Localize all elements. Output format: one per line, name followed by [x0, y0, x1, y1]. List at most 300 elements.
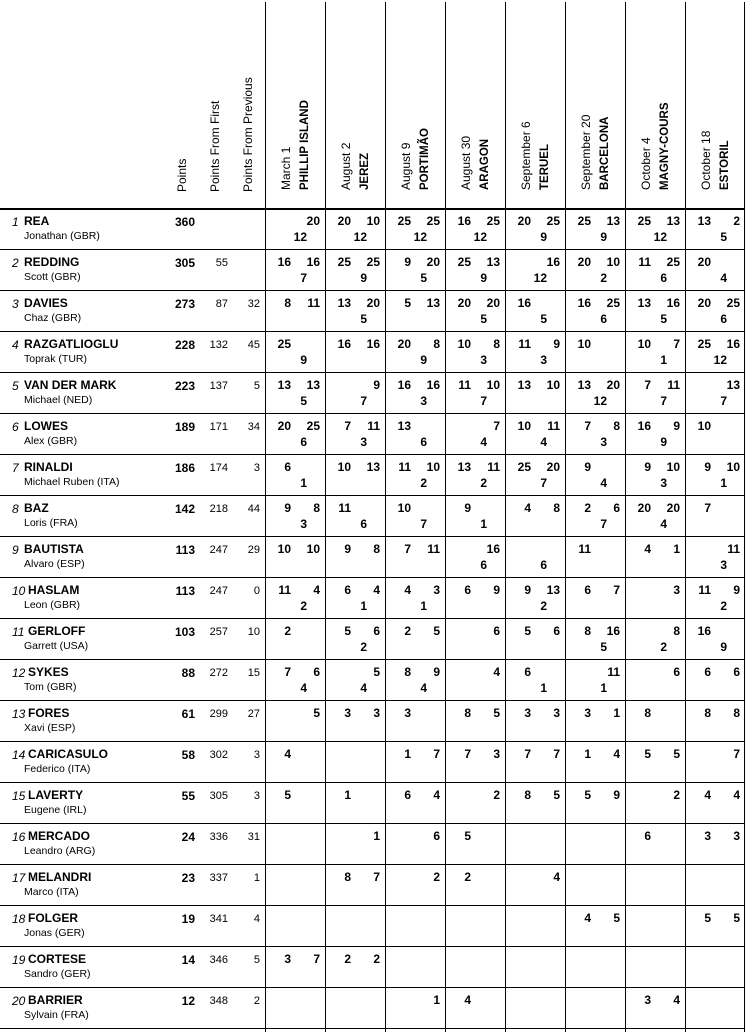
race1-points: 9: [284, 501, 291, 515]
superpole-points: 9: [360, 271, 367, 285]
superpole-points: 7: [720, 394, 727, 408]
rider-points-from-first: 299: [209, 708, 228, 720]
rider-position: 4: [12, 338, 19, 352]
race2-points: 6: [613, 501, 620, 515]
superpole-points: 1: [480, 517, 487, 531]
rider-surname: MERCADO: [28, 829, 90, 843]
row-divider: [0, 577, 745, 578]
race1-points: 2: [404, 624, 411, 638]
rider-points-from-first: 336: [209, 831, 228, 843]
superpole-points: 4: [660, 517, 667, 531]
row-divider: [0, 823, 745, 824]
superpole-points: 9: [480, 271, 487, 285]
race1-points: 5: [524, 624, 531, 638]
superpole-points: 12: [413, 230, 427, 244]
race2-points: 5: [613, 911, 620, 925]
race2-points: 1: [373, 829, 380, 843]
race1-points: 6: [344, 583, 351, 597]
race1-points: 13: [637, 296, 651, 310]
race1-points: 6: [704, 665, 711, 679]
rider-position: 19: [12, 953, 26, 967]
race1-points: 6: [584, 583, 591, 597]
race1-points: 13: [577, 378, 591, 392]
rider-surname: DAVIES: [24, 296, 68, 310]
race2-points: 16: [486, 542, 500, 556]
race1-points: 16: [637, 419, 651, 433]
superpole-points: 1: [660, 353, 667, 367]
race1-points: 8: [704, 706, 711, 720]
superpole-points: 12: [353, 230, 367, 244]
race2-points: 6: [373, 624, 380, 638]
superpole-points: 5: [540, 312, 547, 326]
superpole-points: 7: [360, 394, 367, 408]
race1-points: 6: [464, 583, 471, 597]
superpole-points: 5: [660, 312, 667, 326]
rider-position: 11: [12, 625, 25, 639]
race2-points: 3: [673, 583, 680, 597]
round-name: MAGNY-COURS: [659, 102, 671, 190]
rider-points: 88: [181, 666, 195, 680]
race1-points: 11: [338, 501, 351, 515]
rider-points-from-previous: 4: [253, 913, 260, 925]
race2-points: 11: [667, 378, 680, 392]
race1-points: 16: [517, 296, 531, 310]
race2-points: 16: [606, 624, 620, 638]
race2-points: 6: [553, 624, 560, 638]
race1-points: 10: [337, 460, 351, 474]
race2-points: 11: [427, 542, 440, 556]
race1-points: 2: [344, 952, 351, 966]
race1-points: 20: [577, 255, 591, 269]
rider-points: 61: [181, 707, 195, 721]
rider-points: 223: [174, 379, 195, 393]
race1-points: 9: [584, 460, 591, 474]
rider-position: 16: [12, 830, 26, 844]
race2-points: 10: [486, 378, 500, 392]
row-divider: [0, 331, 745, 332]
race1-points: 9: [344, 542, 351, 556]
rider-surname: SYKES: [28, 665, 69, 679]
superpole-points: 2: [540, 599, 547, 613]
superpole-points: 12: [473, 230, 487, 244]
race1-points: 13: [517, 378, 531, 392]
round-date: March 1: [279, 146, 293, 190]
superpole-points: 3: [540, 353, 547, 367]
rider-points-from-first: 302: [209, 749, 228, 761]
round-date: October 18: [699, 130, 713, 190]
race1-points: 16: [397, 378, 411, 392]
superpole-points: 3: [660, 476, 667, 490]
round-date: October 4: [639, 137, 653, 190]
superpole-points: 5: [300, 394, 307, 408]
rider-given-name: Loris (FRA): [24, 517, 78, 529]
rider-points-from-previous: 31: [247, 831, 260, 843]
superpole-points: 3: [720, 558, 727, 572]
column-divider: [505, 2, 506, 1032]
race1-points: 3: [584, 706, 591, 720]
superpole-points: 3: [360, 435, 367, 449]
rider-position: 18: [12, 912, 26, 926]
superpole-points: 7: [480, 394, 487, 408]
rider-surname: LAVERTY: [28, 788, 84, 802]
race2-points: 16: [666, 296, 680, 310]
superpole-points: 1: [720, 476, 727, 490]
race1-points: 10: [637, 337, 651, 351]
rider-points-from-previous: 32: [247, 298, 260, 310]
row-divider: [0, 946, 745, 947]
race2-points: 5: [733, 911, 740, 925]
superpole-points: 2: [480, 476, 487, 490]
race2-points: 11: [727, 542, 740, 556]
race2-points: 4: [373, 583, 380, 597]
race1-points: 5: [344, 624, 351, 638]
race2-points: 2: [373, 952, 380, 966]
race1-points: 16: [337, 337, 351, 351]
rider-points: 113: [175, 543, 195, 557]
race2-points: 4: [553, 870, 560, 884]
race2-points: 11: [547, 419, 560, 433]
superpole-points: 9: [420, 353, 427, 367]
superpole-points: 9: [720, 640, 727, 654]
race2-points: 20: [366, 296, 380, 310]
race2-points: 11: [307, 296, 320, 310]
race1-points: 7: [524, 747, 531, 761]
row-divider: [0, 741, 745, 742]
superpole-points: 4: [600, 476, 607, 490]
race2-points: 8: [733, 706, 740, 720]
race1-points: 9: [644, 460, 651, 474]
race1-points: 9: [524, 583, 531, 597]
rider-points: 23: [181, 871, 195, 885]
superpole-points: 4: [420, 681, 427, 695]
rider-given-name: Chaz (GBR): [24, 312, 82, 324]
rider-points: 19: [181, 912, 195, 926]
race2-points: 10: [306, 542, 320, 556]
rider-points: 113: [175, 584, 195, 598]
race1-points: 7: [404, 542, 411, 556]
rider-given-name: Sandro (GER): [24, 968, 91, 980]
race2-points: 16: [366, 337, 380, 351]
superpole-points: 7: [420, 517, 427, 531]
rider-given-name: Scott (GBR): [24, 271, 81, 283]
superpole-points: 2: [420, 476, 427, 490]
superpole-points: 7: [600, 517, 607, 531]
superpole-points: 6: [420, 435, 427, 449]
race2-points: 2: [433, 870, 440, 884]
race2-points: 8: [433, 337, 440, 351]
race1-points: 8: [644, 706, 651, 720]
superpole-points: 12: [713, 353, 727, 367]
race2-points: 25: [606, 296, 620, 310]
race2-points: 20: [306, 214, 320, 228]
race2-points: 1: [613, 706, 620, 720]
race2-points: 8: [673, 624, 680, 638]
race1-points: 11: [278, 583, 291, 597]
race1-points: 5: [284, 788, 291, 802]
rider-points-from-previous: 5: [253, 954, 260, 966]
superpole-points: 6: [540, 558, 547, 572]
row-divider: [0, 905, 745, 906]
race2-points: 13: [426, 296, 440, 310]
superpole-points: 9: [660, 435, 667, 449]
row-divider: [0, 864, 745, 865]
race2-points: 7: [313, 952, 320, 966]
race2-points: 13: [606, 214, 620, 228]
rider-given-name: Federico (ITA): [24, 763, 91, 775]
superpole-points: 1: [420, 599, 427, 613]
rider-given-name: Xavi (ESP): [24, 722, 76, 734]
race2-points: 8: [613, 419, 620, 433]
race2-points: 20: [486, 296, 500, 310]
rider-surname: CORTESE: [28, 952, 87, 966]
rider-position: 9: [12, 543, 19, 557]
rider-points-from-previous: 2: [253, 995, 260, 1007]
row-divider: [0, 782, 745, 783]
rider-points-from-first: 247: [209, 544, 228, 556]
superpole-points: 1: [540, 681, 547, 695]
row-divider: [0, 659, 745, 660]
row-divider: [0, 536, 745, 537]
round-name: ESTORIL: [719, 140, 731, 190]
superpole-points: 4: [300, 681, 307, 695]
race1-points: 4: [704, 788, 711, 802]
rider-given-name: Jonathan (GBR): [24, 230, 100, 242]
race2-points: 9: [613, 788, 620, 802]
rider-position: 1: [12, 215, 19, 229]
rider-position: 6: [12, 420, 19, 434]
race1-points: 11: [698, 583, 711, 597]
rider-given-name: Michael (NED): [24, 394, 93, 406]
race2-points: 7: [493, 419, 500, 433]
superpole-points: 3: [600, 435, 607, 449]
round-name: PORTIMÃO: [419, 128, 431, 190]
race2-points: 5: [313, 706, 320, 720]
race2-points: 16: [726, 337, 740, 351]
superpole-points: 12: [293, 230, 307, 244]
rider-points-from-first: 87: [215, 298, 228, 310]
race1-points: 25: [517, 460, 531, 474]
column-divider: [265, 2, 266, 1032]
race2-points: 9: [733, 583, 740, 597]
rider-points-from-first: 257: [209, 626, 228, 638]
rider-points-from-first: 346: [209, 954, 228, 966]
race2-points: 3: [553, 706, 560, 720]
rider-points-from-first: 55: [215, 257, 228, 269]
rider-given-name: Alex (GBR): [24, 435, 78, 447]
race1-points: 8: [344, 870, 351, 884]
rider-position: 14: [12, 748, 26, 762]
race1-points: 7: [284, 665, 291, 679]
round-date: August 9: [399, 142, 413, 190]
race1-points: 16: [277, 255, 291, 269]
race1-points: 16: [697, 624, 711, 638]
race2-points: 6: [493, 624, 500, 638]
rider-given-name: Michael Ruben (ITA): [24, 476, 120, 488]
header-points-from-previous: Points From Previous: [241, 77, 255, 192]
superpole-points: 4: [360, 681, 367, 695]
race2-points: 10: [726, 460, 740, 474]
race1-points: 11: [638, 255, 651, 269]
race2-points: 11: [487, 460, 500, 474]
race1-points: 5: [704, 911, 711, 925]
superpole-points: 4: [720, 271, 727, 285]
race1-points: 25: [697, 337, 711, 351]
rider-points-from-previous: 3: [253, 462, 260, 474]
race2-points: 8: [493, 337, 500, 351]
rider-points-from-first: 348: [209, 995, 228, 1007]
race2-points: 11: [367, 419, 380, 433]
race1-points: 3: [284, 952, 291, 966]
rider-points-from-first: 132: [209, 339, 228, 351]
race2-points: 3: [433, 583, 440, 597]
race2-points: 20: [426, 255, 440, 269]
race2-points: 4: [673, 993, 680, 1007]
superpole-points: 3: [420, 394, 427, 408]
race2-points: 16: [306, 255, 320, 269]
superpole-points: 12: [533, 271, 547, 285]
row-divider: [0, 249, 745, 250]
row-divider: [0, 290, 745, 291]
superpole-points: 1: [600, 681, 607, 695]
race2-points: 20: [666, 501, 680, 515]
rider-given-name: Alvaro (ESP): [24, 558, 85, 570]
race2-points: 25: [546, 214, 560, 228]
rider-given-name: Leon (GBR): [24, 599, 81, 611]
race1-points: 4: [284, 747, 291, 761]
race1-points: 8: [284, 296, 291, 310]
rider-points-from-first: 218: [209, 503, 228, 515]
row-divider: [0, 700, 745, 701]
rider-given-name: Garrett (USA): [24, 640, 89, 652]
race2-points: 7: [673, 337, 680, 351]
race1-points: 13: [397, 419, 411, 433]
race2-points: 4: [313, 583, 320, 597]
race1-points: 5: [404, 296, 411, 310]
race1-points: 7: [344, 419, 351, 433]
race1-points: 25: [337, 255, 351, 269]
rider-given-name: Tom (GBR): [24, 681, 77, 693]
rider-points-from-first: 337: [209, 872, 228, 884]
rider-points: 24: [181, 830, 195, 844]
race2-points: 3: [493, 747, 500, 761]
race1-points: 5: [464, 829, 471, 843]
rider-position: 2: [12, 256, 19, 270]
superpole-points: 9: [300, 353, 307, 367]
race1-points: 10: [577, 337, 591, 351]
race2-points: 20: [606, 378, 620, 392]
rider-points-from-first: 171: [209, 421, 228, 433]
superpole-points: 2: [660, 640, 667, 654]
rider-position: 20: [12, 994, 26, 1008]
rider-points-from-previous: 34: [247, 421, 260, 433]
round-date: September 20: [579, 114, 593, 190]
race2-points: 25: [366, 255, 380, 269]
superpole-points: 1: [300, 476, 307, 490]
rider-position: 15: [12, 789, 26, 803]
superpole-points: 5: [600, 640, 607, 654]
race2-points: 20: [546, 460, 560, 474]
race2-points: 10: [366, 214, 380, 228]
race2-points: 1: [673, 542, 680, 556]
round-date: August 2: [339, 142, 353, 190]
race2-points: 4: [733, 788, 740, 802]
superpole-points: 12: [593, 394, 607, 408]
rider-points: 305: [174, 256, 195, 270]
race2-points: 13: [546, 583, 560, 597]
rider-points: 55: [181, 789, 195, 803]
header-points: Points: [175, 158, 189, 192]
race1-points: 10: [277, 542, 291, 556]
race1-points: 20: [697, 255, 711, 269]
race2-points: 5: [493, 706, 500, 720]
row-divider: [0, 454, 745, 455]
rider-surname: VAN DER MARK: [24, 378, 117, 392]
race1-points: 25: [577, 214, 591, 228]
race1-points: 7: [584, 419, 591, 433]
race1-points: 10: [457, 337, 471, 351]
superpole-points: 4: [540, 435, 547, 449]
race1-points: 3: [404, 706, 411, 720]
race2-points: 25: [426, 214, 440, 228]
race1-points: 8: [404, 665, 411, 679]
rider-points: 103: [174, 625, 195, 639]
rider-given-name: Toprak (TUR): [24, 353, 88, 365]
race1-points: 25: [397, 214, 411, 228]
race1-points: 3: [524, 706, 531, 720]
race1-points: 11: [458, 378, 471, 392]
race2-points: 3: [733, 829, 740, 843]
race2-points: 7: [733, 747, 740, 761]
rider-points: 273: [174, 297, 195, 311]
race1-points: 8: [584, 624, 591, 638]
race1-points: 10: [397, 501, 411, 515]
rider-points-from-first: 272: [209, 667, 228, 679]
column-divider: [565, 2, 566, 1032]
race1-points: 25: [457, 255, 471, 269]
superpole-points: 6: [300, 435, 307, 449]
race2-points: 7: [613, 583, 620, 597]
race1-points: 4: [644, 542, 651, 556]
race2-points: 9: [433, 665, 440, 679]
round-name: JEREZ: [359, 152, 371, 190]
race1-points: 13: [697, 214, 711, 228]
superpole-points: 7: [660, 394, 667, 408]
race1-points: 7: [464, 747, 471, 761]
race1-points: 20: [637, 501, 651, 515]
race2-points: 5: [373, 665, 380, 679]
rider-surname: CARICASULO: [28, 747, 108, 761]
race2-points: 6: [733, 665, 740, 679]
rider-points-from-previous: 1: [253, 872, 260, 884]
row-divider: [0, 1028, 745, 1029]
race1-points: 6: [644, 829, 651, 843]
rider-given-name: Marco (ITA): [24, 886, 79, 898]
race1-points: 16: [577, 296, 591, 310]
race2-points: 9: [493, 583, 500, 597]
race1-points: 7: [644, 378, 651, 392]
race2-points: 6: [433, 829, 440, 843]
race2-points: 8: [553, 501, 560, 515]
race1-points: 13: [277, 378, 291, 392]
rider-points-from-first: 137: [209, 380, 228, 392]
race1-points: 4: [524, 501, 531, 515]
race2-points: 8: [373, 542, 380, 556]
rider-points-from-first: 174: [209, 462, 228, 474]
race1-points: 25: [637, 214, 651, 228]
rider-points: 189: [174, 420, 195, 434]
race2-points: 13: [726, 378, 740, 392]
header-divider: [0, 208, 745, 210]
